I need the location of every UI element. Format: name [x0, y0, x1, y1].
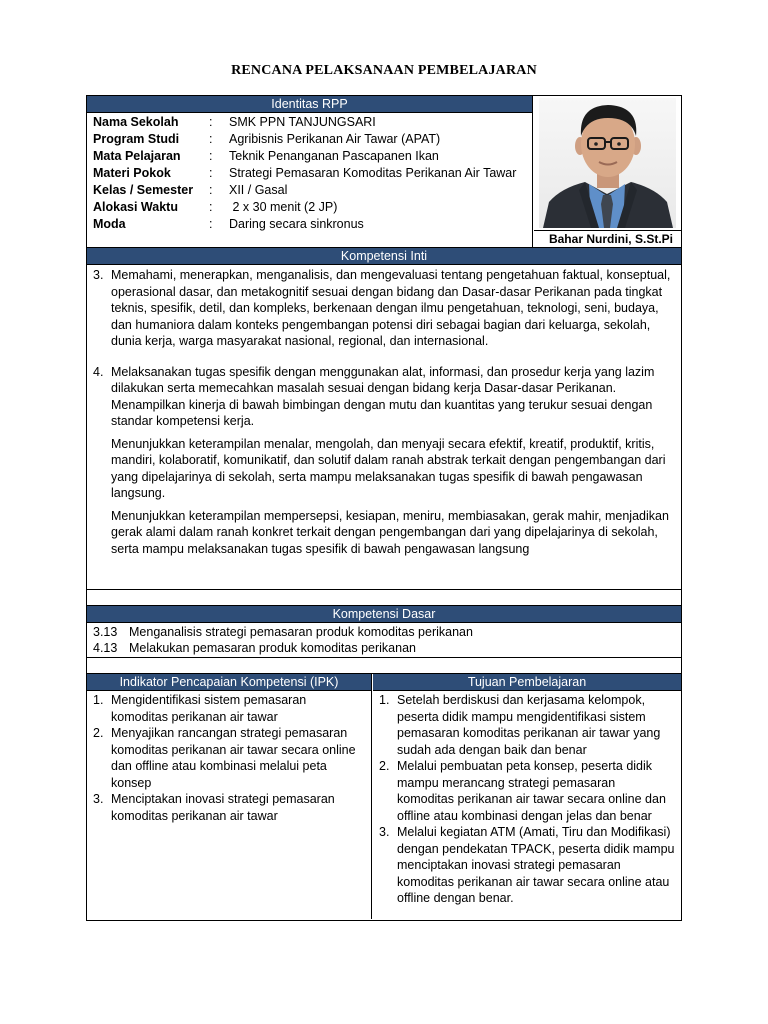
ki-text: Memahami, menerapkan, menganalisis, dan mengevaluasi tentang pengetahuan faktual, konseptual, operasional dasar, dan metakognitif sesuai dengan bidang dan Dasar-dasar Perikanan pada tingkat teknis, spesifik, detil, dan kompleks, berkenaan dengan ilmu pengetahuan, teknologi, seni, budaya, dan humaniora dalam konteks pengembangan potensi diri sebagai bagian dari keluarga, sekolah, dunia kerja, warga masyarakat nasional, regional, dan internasional.	[111, 268, 671, 348]
ipk-tujuan-section	[86, 674, 682, 921]
ident-label: Alokasi Waktu	[93, 200, 178, 214]
ipk-column	[87, 674, 372, 919]
ki-paragraph: Menunjukkan keterampilan mempersepsi, kesiapan, meniru, membiasakan, gerak mahir, menjadikan gerak alami dalam ranah konkret terkait dengan pengembangan dari yang dipelajarinya di sekolah, serta mampu melaksanakan tugas spesifik di bawah pengawasan langsung	[111, 508, 669, 556]
photo-caption: Bahar Nurdini, S.St.Pi	[534, 230, 681, 247]
ident-row-mata-pelajaran	[93, 148, 532, 165]
ident-label: Mata Pelajaran	[93, 149, 181, 163]
ipk-text: Menyajikan rancangan strategi pemasaran komoditas perikanan air tawar secara online dan offline atau kombinasi melalui peta konsep	[111, 726, 356, 790]
tujuan-text: Melalui kegiatan ATM (Amati, Tiru dan Modifikasi) dengan pendekatan TPACK, peserta didik mampu menciptakan inovasi strategi pemasaran komoditas perikanan air tawar secara online atau offline dengan benar.	[397, 825, 675, 905]
kd-number: 4.13	[93, 641, 118, 655]
identitas-section	[86, 95, 682, 248]
ipk-item	[93, 791, 365, 824]
ident-colon: :	[209, 183, 213, 197]
tujuan-header: Tujuan Pembelajaran	[373, 674, 681, 691]
teacher-portrait-icon	[539, 98, 676, 228]
ipk-number: 3.	[93, 792, 104, 806]
ident-value: SMK PPN TANJUNGSARI	[229, 115, 376, 129]
teacher-photo	[539, 98, 676, 228]
tujuan-text: Melalui pembuatan peta konsep, peserta didik mampu merancang strategi pemasaran komoditas perikanan air tawar secara online dan offline atau kombinasi dengan jelas dan benar	[397, 759, 666, 823]
tujuan-text: Setelah berdiskusi dan kerjasama kelompok, peserta didik mampu mengidentifikasi sistem pemasaran komoditas perikanan air tawar yang sudah ada dengan baik dan benar	[397, 693, 661, 757]
ident-value: XII / Gasal	[229, 183, 288, 197]
ipk-number: 2.	[93, 726, 104, 740]
kompetensi-dasar-section	[86, 606, 682, 674]
ki-item-3	[93, 267, 675, 350]
tujuan-item	[379, 692, 675, 758]
ident-label: Moda	[93, 217, 126, 231]
tujuan-item	[379, 758, 675, 824]
kompetensi-dasar-body	[87, 623, 681, 658]
tujuan-list	[373, 691, 681, 907]
ipk-item	[93, 725, 365, 791]
ipk-number: 1.	[93, 693, 104, 707]
ident-label: Kelas / Semester	[93, 183, 194, 197]
tujuan-number: 1.	[379, 693, 390, 707]
ipk-list	[87, 691, 371, 824]
ident-value: Teknik Penanganan Pascapanen Ikan	[229, 149, 439, 163]
photo-cell	[534, 96, 681, 247]
ki-text: Melaksanakan tugas spesifik dengan menggunakan alat, informasi, dan prosedur kerja yang lazim dilakukan serta memecahkan masalah sesuai dengan bidang kerja Dasar-dasar Perikanan. Menampilkan kinerja di bawah bimbingan dengan mutu dan kuantitas yang terukur sesuai dengan standar kompetensi kerja.	[111, 364, 655, 428]
document-title: RENCANA PELAKSANAAN PEMBELAJARAN	[231, 63, 537, 78]
ident-colon: :	[209, 149, 213, 163]
kd-text: Menganalisis strategi pemasaran produk komoditas perikanan	[129, 625, 473, 639]
tujuan-number: 3.	[379, 825, 390, 839]
ident-row-alokasi-waktu	[93, 199, 532, 216]
kd-number: 3.13	[93, 625, 118, 639]
kompetensi-inti-section	[86, 248, 682, 606]
tujuan-number: 2.	[379, 759, 390, 773]
ident-colon: :	[209, 217, 213, 231]
kd-item	[93, 624, 675, 640]
ident-value: 2 x 30 menit (2 JP)	[229, 200, 338, 214]
ipk-text: Menciptakan inovasi strategi pemasaran komoditas perikanan air tawar	[111, 792, 335, 823]
identitas-rows	[87, 113, 532, 233]
identitas-header: Identitas RPP	[87, 96, 532, 113]
ident-row-moda	[93, 216, 532, 233]
ident-label: Program Studi	[93, 132, 180, 146]
ident-colon: :	[209, 132, 213, 146]
ipk-text: Mengidentifikasi sistem pemasaran komoditas perikanan air tawar	[111, 693, 307, 724]
kd-text: Melakukan pemasaran produk komoditas perikanan	[129, 641, 416, 655]
kompetensi-dasar-header: Kompetensi Dasar	[87, 606, 681, 623]
ident-row-materi-pokok	[93, 165, 532, 182]
ki-item-4	[93, 364, 675, 430]
ident-row-kelas-semester	[93, 182, 532, 199]
ident-colon: :	[209, 115, 213, 129]
kd-item	[93, 640, 675, 656]
ki-paragraph: Menunjukkan keterampilan menalar, mengolah, dan menyaji secara efektif, kreatif, produktif, kritis, mandiri, kolaboratif, komunikatif, dan solutif dalam ranah abstrak terkait dengan pengembangan dari yang dipelajarinya di sekolah, serta mampu melaksanakan tugas spesifik di bawah pengawasan langsung.	[111, 436, 666, 500]
kompetensi-inti-header: Kompetensi Inti	[87, 248, 681, 265]
ipk-header: Indikator Pencapaian Kompetensi (IPK)	[87, 674, 371, 691]
ident-row-nama-sekolah	[93, 114, 532, 131]
ipk-item	[93, 692, 365, 725]
ident-value: Agribisnis Perikanan Air Tawar (APAT)	[229, 132, 441, 146]
ki-number: 3.	[93, 268, 104, 282]
ident-value: Daring secara sinkronus	[229, 217, 364, 231]
identitas-details	[87, 96, 533, 247]
ki-number: 4.	[93, 364, 104, 379]
ident-label: Nama Sekolah	[93, 115, 179, 129]
ident-colon: :	[209, 166, 213, 180]
ident-row-program-studi	[93, 131, 532, 148]
ident-value: Strategi Pemasaran Komoditas Perikanan Air Tawar	[229, 166, 517, 180]
ident-colon: :	[209, 200, 213, 214]
tujuan-column	[373, 674, 681, 919]
tujuan-item	[379, 824, 675, 907]
ident-label: Materi Pokok	[93, 166, 171, 180]
kompetensi-inti-body	[87, 265, 681, 590]
